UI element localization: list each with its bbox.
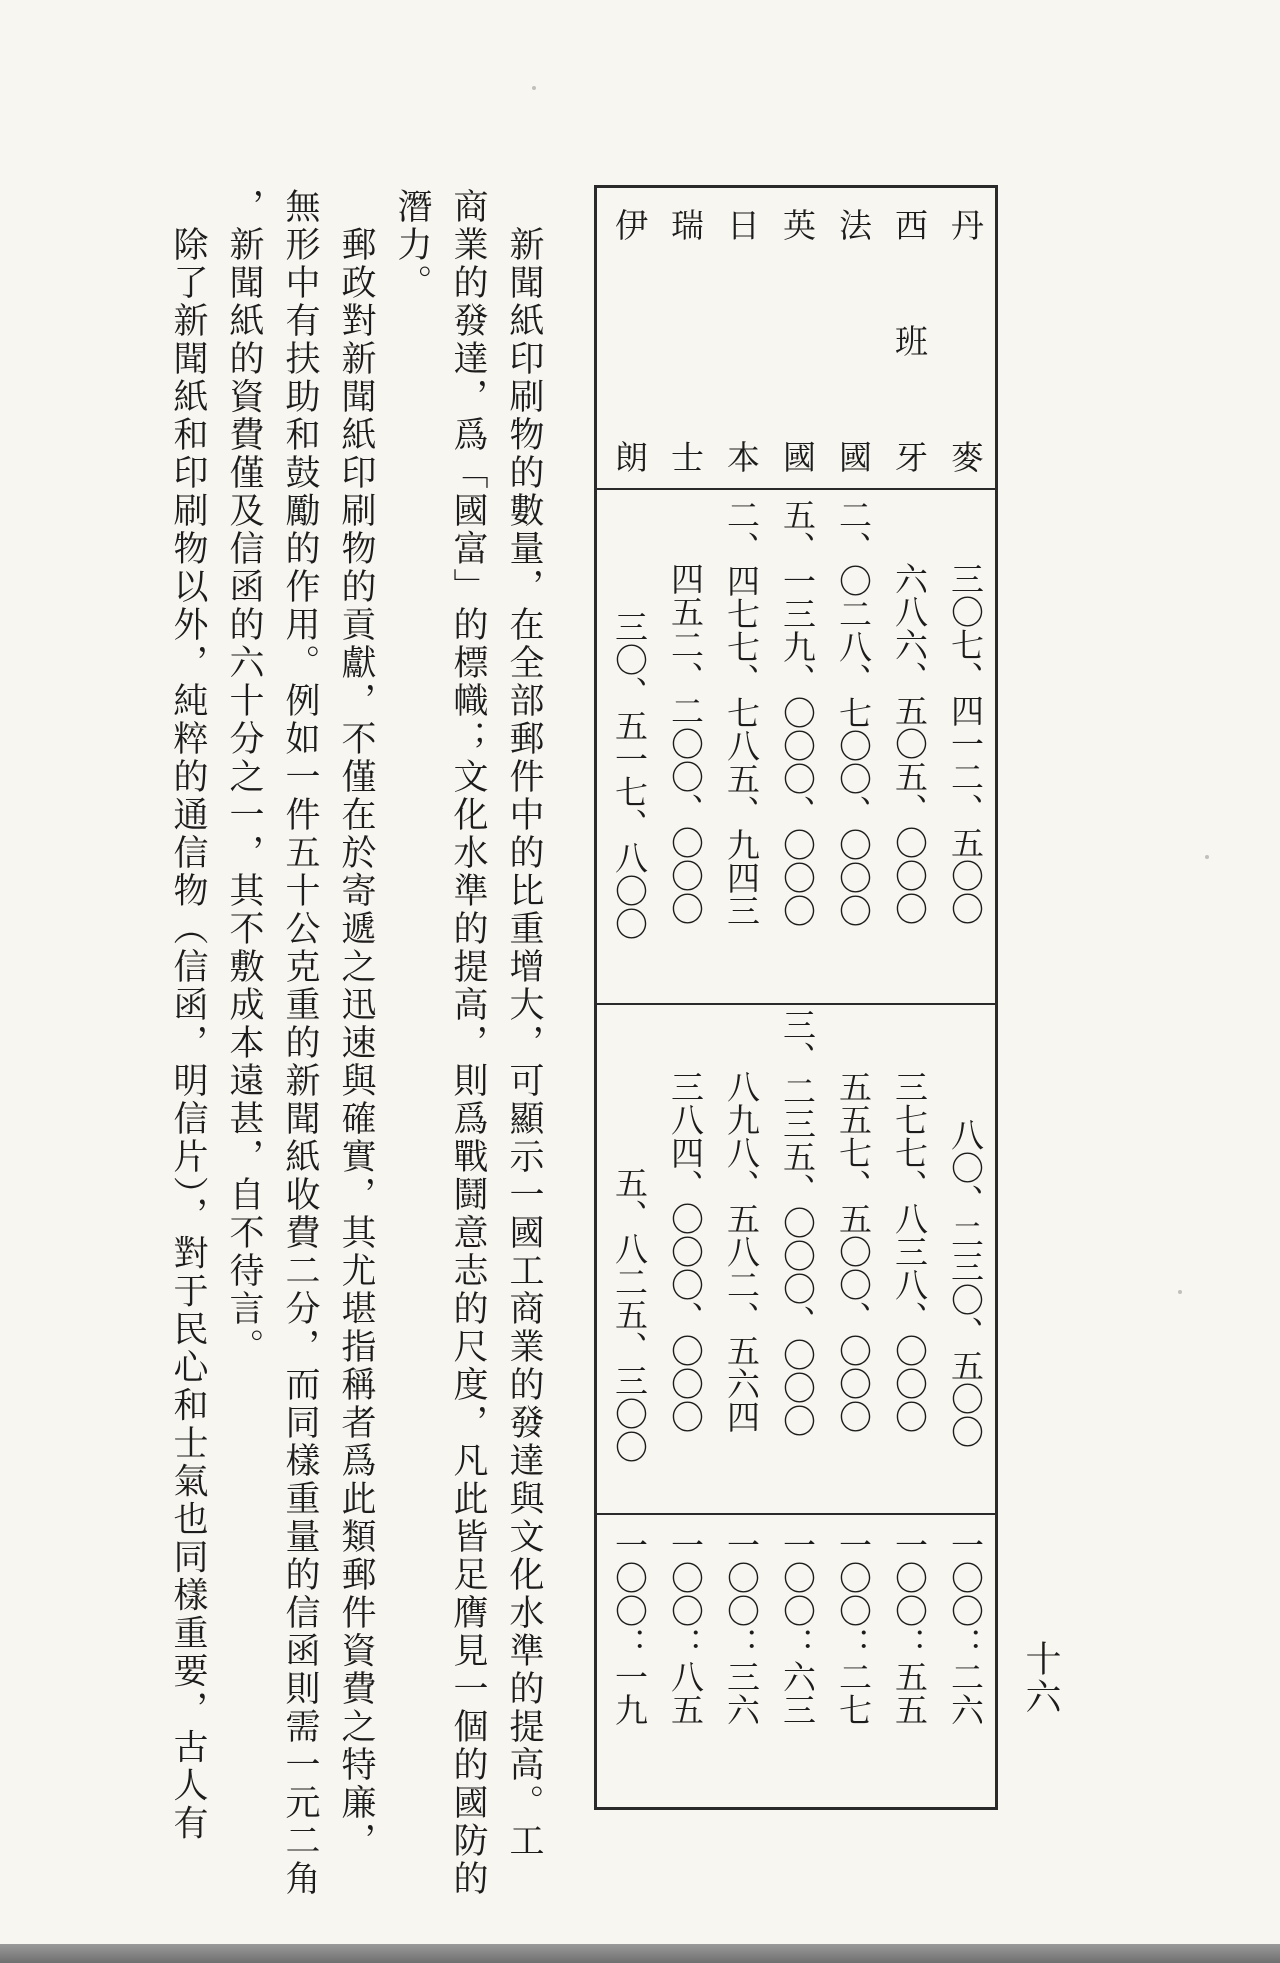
table-cell-ratio: 一〇〇：八五	[666, 1528, 705, 1726]
scan-edge	[0, 1944, 1280, 1963]
table-cell-ratio: 一〇〇：五五	[890, 1528, 929, 1726]
statistics-table	[594, 185, 998, 1810]
body-text-line: 郵政對新聞紙印刷物的貢獻，不僅在於寄遞之迅速與確實，其尤堪指稱者爲此類郵件資費之特廉，	[336, 188, 376, 1860]
table-cell-country: 英國	[778, 208, 817, 473]
page-number: 十六	[1020, 1640, 1061, 1716]
table-cell-value-b: 三七七、八三八、〇〇〇	[890, 1070, 929, 1433]
table-cell-value-a: 二、〇二八、七〇〇、〇〇〇	[834, 498, 873, 927]
table-cell-value-a: 三〇、五一七、八〇〇	[610, 610, 649, 940]
table-cell-ratio: 一〇〇：六三	[778, 1528, 817, 1726]
table-row-divider	[597, 1003, 995, 1005]
table-cell-value-b: 三八四、〇〇〇、〇〇〇	[666, 1070, 705, 1433]
scan-speck	[532, 86, 536, 90]
table-cell-country: 法國	[834, 208, 873, 473]
table-row-divider	[597, 488, 995, 490]
table-cell-value-b: 八〇、二三〇、五〇〇	[946, 1118, 985, 1448]
table-cell-country: 日本	[722, 208, 761, 473]
table-cell-value-a: 六八六、五〇五、〇〇〇	[890, 562, 929, 925]
table-cell-country: 西班牙	[890, 208, 929, 473]
scan-speck	[1178, 1290, 1182, 1294]
table-cell-country: 伊朗	[610, 208, 649, 473]
body-text-line: 新聞紙印刷物的數量，在全部郵件中的比重增大，可顯示一國工商業的發達與文化水準的提高。工	[504, 188, 544, 1860]
body-text-line: 除了新聞紙和印刷物以外，純粹的通信物（信函，明信片），對于民心和士氣也同樣重要，古人有	[168, 188, 208, 1843]
table-cell-country: 丹麥	[946, 208, 985, 473]
table-cell-ratio: 一〇〇：一九	[610, 1528, 649, 1726]
table-cell-value-b: 五、八二五、三〇〇	[610, 1166, 649, 1463]
table-cell-value-a: 三〇七、四一二、五〇〇	[946, 562, 985, 925]
body-text-line: 商業的發達，爲「國富」的標幟；文化水準的提高，則爲戰鬪意志的尺度，凡此皆足膺見一個的國防的	[448, 188, 488, 1898]
body-text-line: 無形中有扶助和鼓勵的作用。例如一件五十公克重的新聞紙收費二分，而同樣重量的信函則需一元二角	[280, 188, 320, 1898]
table-cell-value-a: 四五二、二〇〇、〇〇〇	[666, 562, 705, 925]
table-cell-ratio: 一〇〇：三六	[722, 1528, 761, 1726]
table-row-divider	[597, 1513, 995, 1515]
body-text-line: ，新聞紙的資費僅及信函的六十分之一，其不敷成本遠甚，自不待言。	[224, 188, 264, 1366]
table-cell-value-b: 三、二三五、〇〇〇、〇〇〇	[778, 1008, 817, 1437]
table-cell-ratio: 一〇〇：二七	[834, 1528, 873, 1726]
table-cell-country: 瑞士	[666, 208, 705, 473]
body-text-line: 潛力。	[392, 188, 432, 302]
table-cell-value-b: 八九八、五八二、五六四	[722, 1070, 761, 1433]
table-cell-value-a: 二、四七七、七八五、九四三	[722, 498, 761, 927]
table-cell-value-a: 五、一三九、〇〇〇、〇〇〇	[778, 498, 817, 927]
table-cell-ratio: 一〇〇：二六	[946, 1528, 985, 1726]
scan-speck	[1205, 855, 1209, 859]
table-cell-value-b: 五五七、五〇〇、〇〇〇	[834, 1070, 873, 1433]
